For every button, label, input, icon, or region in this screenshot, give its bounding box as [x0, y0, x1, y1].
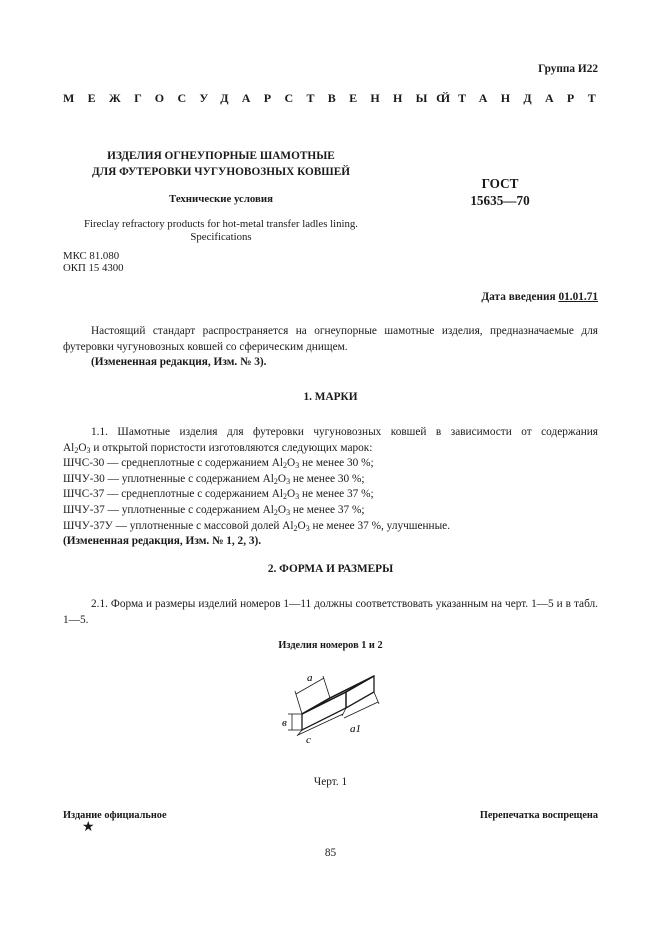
dim-line-a1: [344, 702, 378, 718]
english-title-1: Fireclay refractory products for hot-metal transfer ladles lining.: [83, 217, 359, 230]
grade-item: ШЧС-30 — среднеплотные с содержанием $Al_2O_3$ не менее 30 %;: [63, 457, 374, 471]
english-title-2: Specifications: [190, 231, 252, 244]
paragraph-2-1: 2.1. Форма и размеры изделий номеров 1—11 должны соответствовать указанным на черт. 1—5 и в табл. 1—5.: [63, 598, 598, 626]
subtitle: Технические условия: [169, 193, 273, 206]
dim-line-c: [298, 714, 343, 735]
page-number: 85: [324, 847, 337, 859]
footer-official-edition: Издание официальное: [63, 810, 167, 821]
mks-code: МКС 81.080: [63, 250, 120, 262]
title-block: [70, 149, 372, 245]
grade-item: ШЧУ-37 — уплотненные с содержанием $Al_2O_3$ не менее 37 %;: [63, 503, 365, 517]
standard-type-word1: МЕЖГОСУДАРСТВЕННЫЙ: [63, 91, 464, 105]
group-code: Группа И22: [538, 63, 598, 75]
intro-paragraph: Настоящий стандарт распространяется на огнеупорные шамотные изделия, предназначаемые для футеровки чугуновозных ковшей со сферическим днищем.: [63, 325, 598, 353]
grade-item: ШЧУ-30 — уплотненные с содержанием $Al_2O_3$ не менее 30 %;: [63, 472, 365, 486]
grade-item: ШЧУ-37У — уплотненные с массовой долей $Al_2O_3$ не менее 37 %, улучшенные.: [63, 519, 451, 533]
intro-date: [481, 290, 598, 306]
classification-codes: [63, 250, 124, 274]
brick-drawing: [270, 660, 390, 772]
okp-code: ОКП 15 4300: [63, 262, 124, 274]
title-line-1: ИЗДЕЛИЯ ОГНЕУПОРНЫЕ ШАМОТНЫЕ: [107, 150, 335, 162]
gost-number: 15635—70: [470, 192, 530, 208]
dim-label-b: в: [282, 717, 287, 729]
figure-caption: Черт. 1: [313, 776, 348, 788]
star-icon: ★: [82, 820, 95, 835]
intro-date-label: Дата введения: [481, 291, 556, 303]
dim-label-a1: a1: [350, 723, 361, 735]
gost-label: ГОСТ: [481, 176, 519, 191]
intro-date-value: 01.01.71: [558, 291, 598, 303]
footer-reprint-notice: Перепечатка воспрещена: [479, 810, 598, 821]
grade-list: [63, 456, 598, 534]
section1-note: (Измененная редакция, Изм. № 1, 2, 3).: [63, 535, 262, 548]
title-line-2: ДЛЯ ФУТЕРОВКИ ЧУГУНОВОЗНЫХ КОВШЕЙ: [91, 165, 351, 178]
figure-title: Изделия номеров 1 и 2: [278, 640, 383, 651]
brick-side-face: [346, 676, 374, 708]
dim-label-c: с: [306, 734, 311, 746]
section1-body: [63, 425, 598, 550]
dim-label-a: a: [307, 672, 313, 684]
paragraph-1-1b: $Al_2O_3$ и открытой пористости изготовляются следующих марок:: [63, 441, 373, 455]
intro-note: (Измененная редакция, Изм. № 3).: [91, 356, 267, 368]
standard-type-word2: СТАНДАРТ: [436, 91, 609, 105]
gost-block: [440, 176, 560, 209]
grade-item: ШЧС-37 — среднеплотные с содержанием $Al_2O_3$ не менее 37 %;: [63, 488, 374, 502]
section1-heading: 1. МАРКИ: [303, 391, 358, 403]
paragraph-1-1a: 1.1. Шамотные изделия для футеровки чугуновозных ковшей в зависимости от содержания: [91, 426, 598, 438]
section2-heading: 2. ФОРМА И РАЗМЕРЫ: [267, 563, 394, 575]
